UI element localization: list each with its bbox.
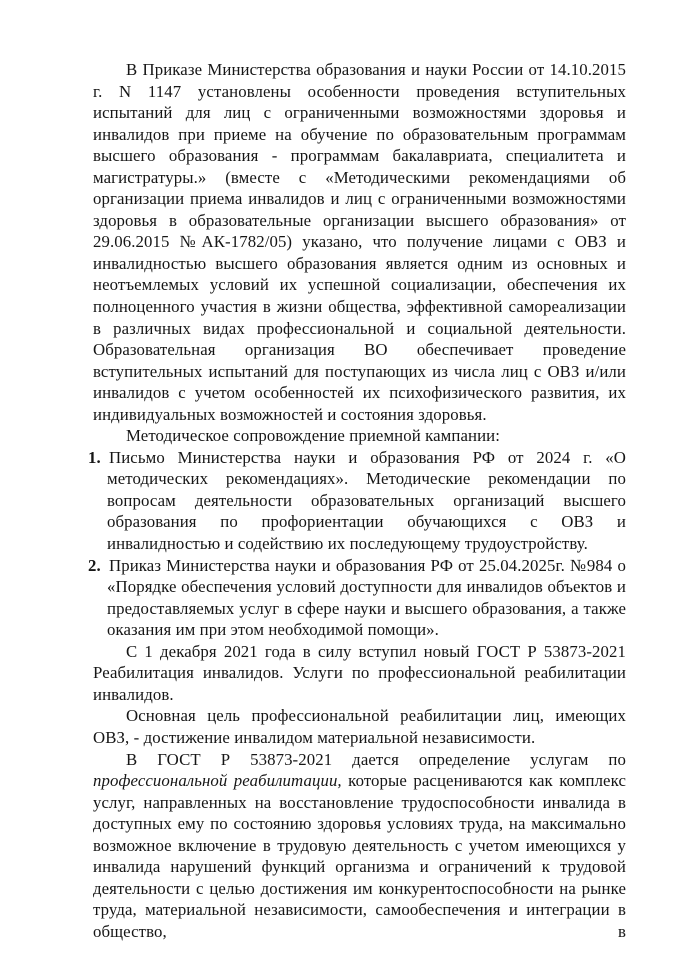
text-segment: С 1 декабря 2021 года в силу вступил новый ГОСТ Р 53873-2021 Реабилитация инвалидов. Услуги по профессиональной реабилитации инвалидов. — [93, 641, 626, 704]
text-segment: Методическое сопровождение приемной кампании: — [126, 426, 501, 446]
text-segment: Приказ Министерства науки и образования РФ от 25.04.2025г. №984 о «Порядке обеспечения условий доступности для инвалидов объектов и предоставляемых услуг в сфере науки и высшего образования, а также оказания им при этом необходимой помощи». — [107, 555, 626, 640]
paragraph — [93, 59, 626, 425]
list-item-number: 1. — [88, 447, 101, 467]
text-segment: которые расцениваются как комплекс услуг, направленных на восстановление трудоспособности инвалида в доступных ему по состоянию здоровья условиях труда, на максимально возможное включение в трудовую деятельность с учетом имеющихся у инвалида нарушений функций организма и ограничений к трудовой деятельности с целью достижения им конкурентоспособности на рынке труда, материальной независимости, самообеспечения и интеграции в общество, в — [93, 771, 626, 941]
document-content — [88, 59, 626, 942]
text-segment: В Приказе Министерства образования и науки России от 14.10.2015 г. N 1147 установлены особенности проведения вступительных испытаний для лиц с ограниченными возможностями здоровья и инвалидов при приеме на обучение по образовательным программам высшего образования - программам бакалавриата, специалитета и магистратуры.» (вместе с «Методическими рекомендациями об организации приема инвалидов и лиц с ограниченными возможностями здоровья в образовательные организации высшего образования» от 29.06.2015 №АК-1782/05) указано, что получение лицами с ОВЗ и инвалидностью высшего образования является одним из основных и неотъемлемых условий их успешной социализации, обеспечения их полноценного участия в жизни общества, эффективной самореализации в различных видах профессиональной и социальной деятельности. Образовательная организация ВО обеспечивает проведение вступительных испытаний для поступающих из числа лиц с ОВЗ и/или инвалидов с учетом особенностей их психофизического развития, их индивидуальных возможностей и состояния здоровья. — [93, 60, 626, 424]
paragraph — [93, 425, 626, 447]
list-item — [88, 555, 626, 641]
paragraph — [93, 641, 626, 706]
text-segment: В ГОСТ Р 53873-2021 дается определение услугам по — [126, 749, 626, 769]
italic-text-segment: профессиональной реабилитации, — [93, 771, 342, 791]
text-segment: Основная цель профессиональной реабилитации лиц, имеющих ОВЗ, - достижение инвалидом материальной независимости. — [93, 706, 626, 747]
list-item — [88, 447, 626, 555]
list-item-number: 2. — [88, 555, 101, 575]
text-segment: Письмо Министерства науки и образования РФ от 2024 г. «О методических рекомендациях». Методические рекомендации по вопросам деятельности образовательных организаций высшего образования по профориентации обучающихся с ОВЗ и инвалидностью и содействию их последующему трудоустройству. — [107, 447, 626, 554]
paragraph — [93, 705, 626, 748]
paragraph — [93, 749, 626, 943]
